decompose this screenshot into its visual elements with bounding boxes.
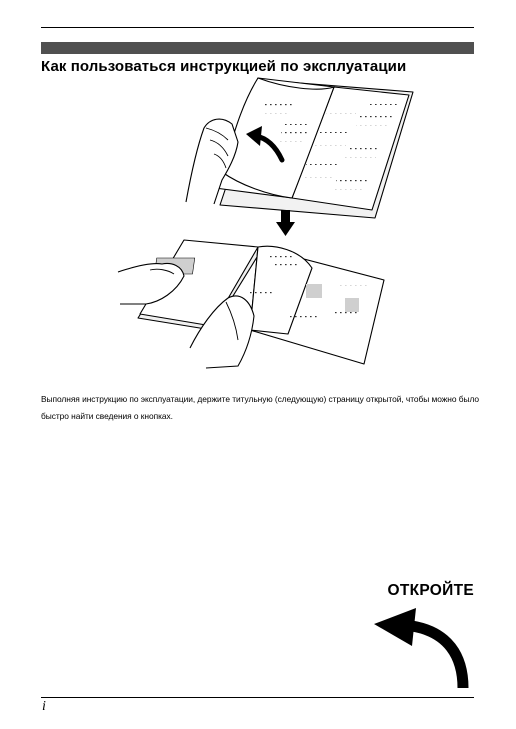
open-label: ОТКРОЙТЕ — [387, 582, 474, 599]
open-arrow-icon — [372, 608, 472, 692]
bottom-rule — [41, 697, 474, 698]
instruction-text: Выполняя инструкцию по эксплуатации, держите титульную (следующую) страницу открытой, чтобы можно было быстро найти сведения о кнопках. — [41, 394, 480, 421]
page-title: Как пользоваться инструкцией по эксплуатации — [41, 58, 407, 75]
gray-block-right-a — [306, 284, 322, 298]
page-number: i — [42, 699, 46, 714]
down-arrow-icon — [276, 210, 295, 236]
gray-block-right-b — [345, 298, 359, 312]
